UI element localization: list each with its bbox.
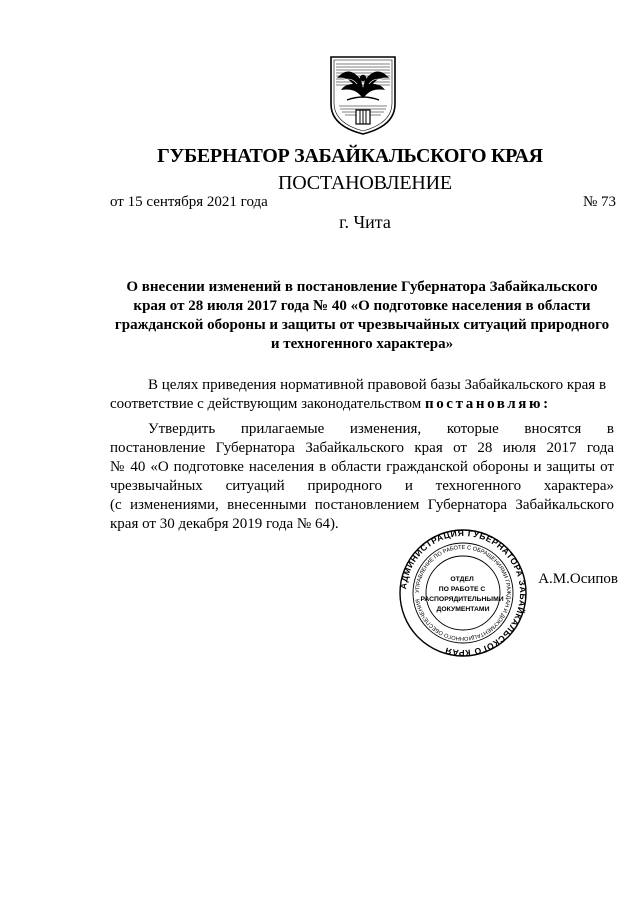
document-city: г. Чита [339, 212, 391, 232]
document-type: ПОСТАНОВЛЕНИЕ [278, 172, 452, 194]
body-paragraph [110, 420, 614, 534]
document-number: № 73 [582, 194, 616, 210]
coat-of-arms-icon [327, 54, 399, 136]
svg-text:УПРАВЛЕНИЕ ПО РАБОТЕ С ОБРАЩЕН [415, 545, 511, 641]
subject-line: О внесении изменений в постановление Губернатора Забайкальского [126, 279, 598, 295]
paragraph-line: (с изменениями, внесенными постановлением Губернатора Забайкальского [110, 497, 614, 513]
paragraph-line: постановление Губернатора Забайкальского края от 28 июля 2017 года [110, 440, 614, 456]
issuing-authority: ГУБЕРНАТОР ЗАБАЙКАЛЬСКОГО КРАЯ [157, 145, 543, 167]
paragraph-line: чрезвычайных ситуаций природного и техногенного характера» [110, 478, 614, 494]
document-date: от 15 сентября 2021 года [110, 194, 268, 210]
document-subject [110, 278, 614, 354]
paragraph-line: Утвердить прилагаемые изменения, которые вносятся в [148, 421, 614, 437]
paragraph-line [110, 395, 614, 414]
official-stamp [398, 528, 528, 658]
stamp-center-line: ОТДЕЛ [450, 576, 474, 583]
paragraph-text: соответствие с действующим законодательством [110, 396, 422, 412]
stamp-inner-text: УПРАВЛЕНИЕ ПО РАБОТЕ С ОБРАЩЕНИЯМИ ГРАЖДАН И ДОКУМЕНТАЦИОННОГО ОБЕСПЕЧЕНИЯ [414, 544, 512, 642]
paragraph-line: В целях приведения нормативной правовой базы Забайкальского края в [148, 377, 607, 393]
stamp-center-line: ПО РАБОТЕ С [438, 586, 486, 593]
paragraph-line: края от 30 декабря 2019 года № 64). [110, 516, 339, 532]
svg-text:ОТДЕЛ ПО РАБОТЕ С [420, 576, 505, 613]
signer-name: А.М.Осипов [538, 571, 618, 587]
preamble-paragraph [110, 376, 614, 414]
subject-line: края от 28 июля 2017 года № 40 «О подготовке населения в области [133, 298, 591, 314]
paragraph-line: № 40 «О подготовке населения в области гражданской обороны и защиты от [110, 459, 614, 475]
stamp-outer-text: АДМИНИСТРАЦИЯ ГУБЕРНАТОРА ЗАБАЙКАЛЬСКОГО КРАЯ [398, 528, 528, 658]
stamp-center-line: ДОКУМЕНТАМИ [436, 606, 490, 613]
subject-line: и техногенного характера» [270, 336, 454, 352]
decree-word: постановляю: [424, 396, 551, 412]
stamp-center-line: РАСПОРЯДИТЕЛЬНЫМИ [420, 596, 504, 603]
subject-line: гражданской обороны и защиты от чрезвычайных ситуаций природного [114, 317, 610, 333]
